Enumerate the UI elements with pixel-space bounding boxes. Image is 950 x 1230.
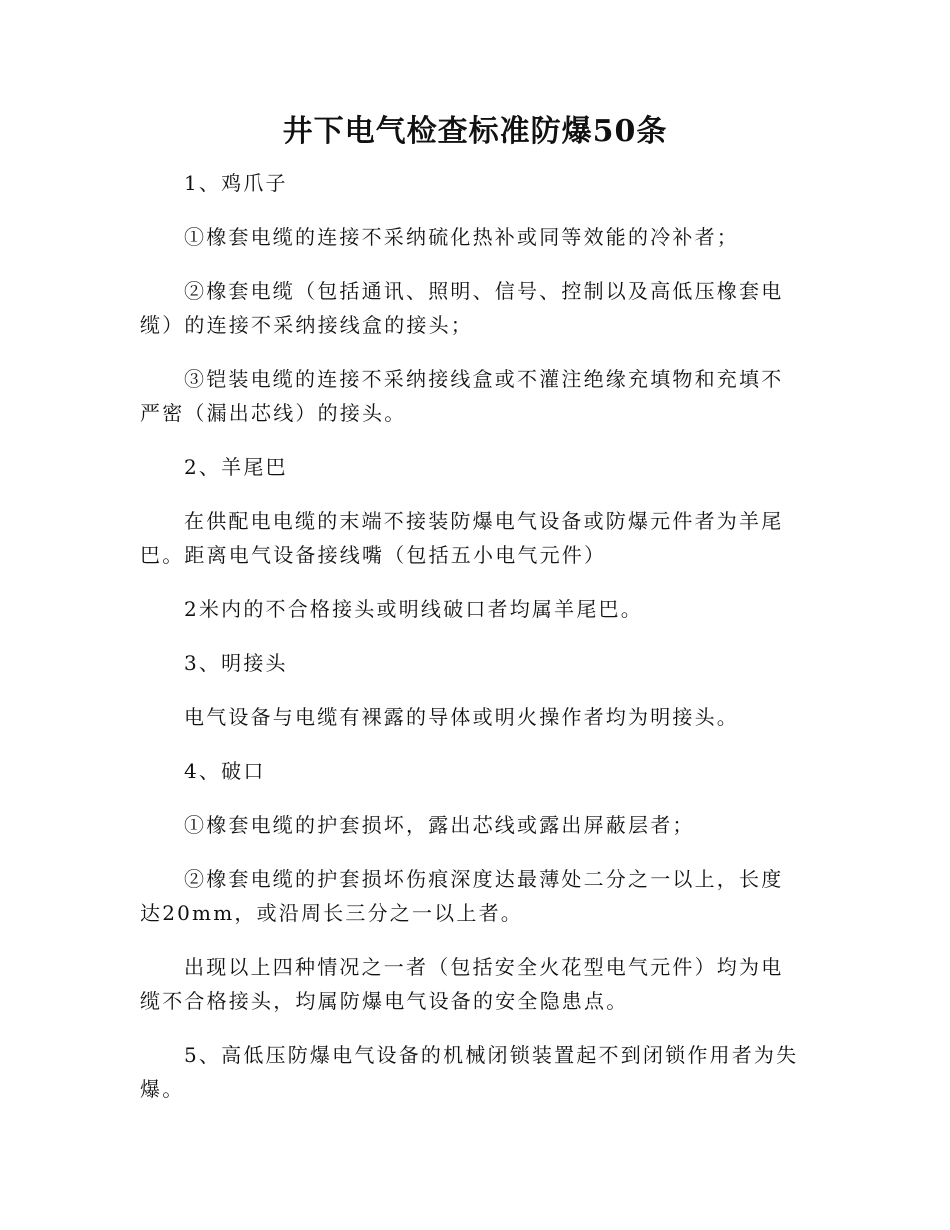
paragraph: 2米内的不合格接头或明线破口者均属羊尾巴。 [184, 597, 643, 621]
paragraph: 在供配电电缆的末端不接装防爆电气设备或防爆元件者为羊尾巴。距离电气设备接线嘴（包括五小电气元件） [140, 509, 784, 567]
paragraph: 电气设备与电缆有裸露的导体或明火操作者均为明接头。 [184, 705, 739, 729]
paragraph: 出现以上四种情况之一者（包括安全火花型电气元件）均为电缆不合格接头，均属防爆电气设备的安全隐患点。 [140, 955, 784, 1013]
paragraph: ②橡套电缆（包括通讯、照明、信号、控制以及高低压橡套电缆）的连接不采纳接线盒的接头； [140, 279, 784, 337]
document-title: 井下电气检查标准防爆50条 [282, 114, 668, 149]
document-body [140, 166, 800, 1126]
section-heading: 4、破口 [184, 759, 266, 783]
section-heading: 1、鸡爪子 [184, 171, 288, 195]
paragraph: ②橡套电缆的护套损坏伤痕深度达最薄处二分之一以上，长度达20mm，或沿周长三分之一以上者。 [140, 867, 784, 925]
paragraph: ③铠装电缆的连接不采纳接线盒或不灌注绝缘充填物和充填不严密（漏出芯线）的接头。 [140, 367, 784, 425]
paragraph: 5、高低压防爆电气设备的机械闭锁装置起不到闭锁作用者为失爆。 [140, 1043, 799, 1101]
paragraph: ①橡套电缆的连接不采纳硫化热补或同等效能的冷补者； [184, 225, 739, 249]
section-heading: 3、明接头 [184, 651, 288, 675]
section-heading: 2、羊尾巴 [184, 455, 288, 479]
paragraph: ①橡套电缆的护套损坏，露出芯线或露出屏蔽层者； [184, 813, 695, 837]
